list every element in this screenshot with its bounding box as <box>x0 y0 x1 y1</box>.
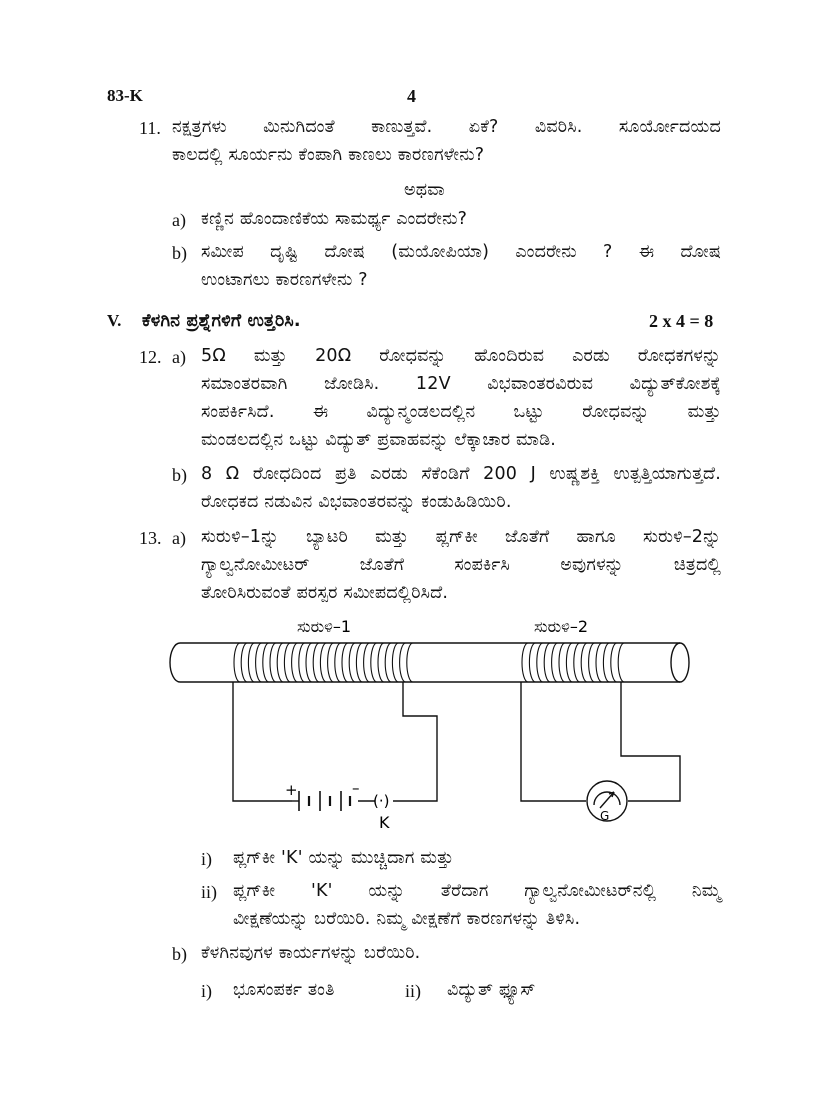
primary-circuit-wires <box>233 682 437 801</box>
q13b-label: b) <box>172 944 187 964</box>
q12a-text-line-2: ಸಮಾಂತರವಾಗಿ ಜೋಡಿಸಿ. 12V ವಿಭವಾಂತರವಿರುವ ವಿದ್ಯುತ್‌ಕೋಶಕ್ಕೆ <box>201 374 721 394</box>
coil-turn <box>574 643 580 682</box>
q13a-ii-label: ii) <box>201 882 217 902</box>
coil-turn <box>522 643 528 682</box>
coil-turn <box>270 643 276 682</box>
coil-turn <box>364 643 370 682</box>
coil-turn <box>277 643 283 682</box>
q13b-ii-text: ವಿದ್ಯುತ್ ಫ್ಯೂಸ್ <box>447 980 536 1000</box>
section-title: ಕೆಳಗಿನ ಪ್ರಶ್ನೆಗಳಿಗೆ ಉತ್ತರಿಸಿ. <box>142 311 301 331</box>
coil-turn <box>552 643 558 682</box>
battery-symbol <box>292 791 350 811</box>
q12b-text-line-2: ರೋಧಕದ ನಡುವಿನ ವಿಭವಾಂತರವನ್ನು ಕಂಡುಹಿಡಿಯಿರಿ. <box>201 492 512 512</box>
coil-turn <box>581 643 587 682</box>
q12a-text-line-1: 5Ω ಮತ್ತು 20Ω ರೋಧವನ್ನು ಹೊಂದಿರುವ ಎರಡು ರೋಧಕಗಳನ್ನು <box>201 346 721 366</box>
q12a-text-line-4: ಮಂಡಲದಲ್ಲಿನ ಒಟ್ಟು ವಿದ್ಯುತ್ ಪ್ರವಾಹವನ್ನು ಲೆಕ್ಕಾಚಾರ ಮಾಡಿ. <box>201 430 557 450</box>
coil-turn <box>335 643 341 682</box>
q11b-text-line-1: ಸಮೀಪ ದೃಷ್ಟಿ ದೋಷ (ಮಯೋಪಿಯಾ) ಎಂದರೇನು ? ಈ ದೋಷ <box>201 242 721 262</box>
coil-turn <box>618 643 624 682</box>
q11b-label: b) <box>172 243 187 263</box>
q11b-text-line-2: ಉಂಟಾಗಲು ಕಾರಣಗಳೇನು ? <box>201 270 368 290</box>
coil-turn <box>537 643 543 682</box>
q13a-text-line-1: ಸುರುಳಿ–1ನ್ನು ಬ್ಯಾಟರಿ ಮತ್ತು ಪ್ಲಗ್‌ಕೀ ಜೊತೆಗೆ ಹಾಗೂ ಸುರುಳಿ–2ನ್ನು <box>201 527 721 547</box>
coil-turn <box>371 643 377 682</box>
plug-key-symbol: (·) <box>373 792 390 810</box>
q13a-ii-text-line-1: ಪ್ಲಗ್‌ಕೀ 'K' ಯನ್ನು ತೆರೆದಾಗ ಗ್ಯಾಲ್ವನೋಮೀಟರ್‌ನಲ್ಲಿ ನಿಮ್ಮ <box>233 881 721 901</box>
question-number-11: 11. <box>139 118 161 138</box>
q11a-text: ಕಣ್ಣಿನ ಹೊಂದಾಣಿಕೆಯ ಸಾಮರ್ಥ್ಯ ಎಂದರೇನು? <box>201 209 468 229</box>
coil-turn <box>320 643 326 682</box>
coil-turn <box>603 643 609 682</box>
paper-code: 83-K <box>107 86 143 105</box>
q11-text-line-2: ಕಾಲದಲ್ಲಿ ಸೂರ್ಯನು ಕೆಂಪಾಗಿ ಕಾಣಲು ಕಾರಣಗಳೇನು? <box>172 145 485 165</box>
coil-turn <box>407 643 413 682</box>
q13a-text-line-2: ಗ್ಯಾಲ್ವನೋಮೀಟರ್ ಜೊತೆಗೆ ಸಂಪರ್ಕಿಸಿ ಅವುಗಳನ್ನು ಚಿತ್ರದಲ್ಲಿ <box>201 555 721 575</box>
coil-turn <box>241 643 247 682</box>
coil-turn <box>559 643 565 682</box>
question-number-13: 13. <box>139 528 162 548</box>
q13b-i-text: ಭೂಸಂಪರ್ಕ ತಂತಿ <box>233 980 335 1000</box>
coil-turn <box>284 643 290 682</box>
page-number: 4 <box>407 86 416 106</box>
coil-turn <box>392 643 398 682</box>
coil-turn <box>292 643 298 682</box>
q12b-text-line-1: 8 Ω ರೋಧದಿಂದ ಪ್ರತಿ ಎರಡು ಸೆಕೆಂಡಿಗೆ 200 J ಉಷ್ಣಶಕ್ತಿ ಉತ್ಪತ್ತಿಯಾಗುತ್ತದೆ. <box>201 464 721 484</box>
coil-turn <box>342 643 348 682</box>
coil-2-windings <box>522 643 624 682</box>
galvanometer-label: G <box>600 809 610 823</box>
coil-1-label: ಸುರುಳಿ–1 <box>297 617 352 636</box>
q12b-label: b) <box>172 465 187 485</box>
coil-turn <box>566 643 572 682</box>
secondary-circuit-wires <box>521 682 680 801</box>
coil-turn <box>611 643 617 682</box>
coil-turn <box>349 643 355 682</box>
q13b-text: ಕೆಳಗಿನವುಗಳ ಕಾರ್ಯಗಳನ್ನು ಬರೆಯಿರಿ. <box>201 943 421 963</box>
coil-turn <box>385 643 391 682</box>
coil-turn <box>299 643 305 682</box>
coil-turn <box>248 643 254 682</box>
coil-1-windings <box>234 643 413 682</box>
coil-turn <box>328 643 334 682</box>
section-marks: 2 x 4 = 8 <box>649 311 714 331</box>
q13a-i-text: ಪ್ಲಗ್‌ಕೀ 'K' ಯನ್ನು ಮುಚ್ಚಿದಾಗ ಮತ್ತು <box>233 848 454 868</box>
question-number-12: 12. <box>139 347 162 367</box>
coil-turn <box>589 643 595 682</box>
q12a-label: a) <box>172 347 186 367</box>
coil-2-label: ಸುರುಳಿ–2 <box>534 617 589 636</box>
coil-turn <box>400 643 406 682</box>
coil-turn <box>256 643 262 682</box>
coil-turn <box>544 643 550 682</box>
coil-turn <box>263 643 269 682</box>
q13a-ii-text-line-2: ವೀಕ್ಷಣೆಯನ್ನು ಬರೆಯಿರಿ. ನಿಮ್ಮ ವೀಕ್ಷಣೆಗೆ ಕಾರಣಗಳನ್ನು ತಿಳಿಸಿ. <box>233 909 581 929</box>
coil-turn <box>306 643 312 682</box>
battery-minus-sign: – <box>352 779 360 797</box>
section-label: V. <box>107 311 122 330</box>
coil-turn <box>378 643 384 682</box>
plug-key-label: K <box>379 813 390 832</box>
battery-plus-sign: + <box>285 781 298 799</box>
q11-text-line-1: ನಕ್ಷತ್ರಗಳು ಮಿನುಗಿದಂತೆ ಕಾಣುತ್ತವೆ. ಏಕೆ? ವಿವರಿಸಿ. ಸೂರ್ಯೋದಯದ <box>172 117 721 137</box>
q13a-i-label: i) <box>201 849 212 869</box>
coil-turn <box>313 643 319 682</box>
q13b-ii-label: ii) <box>405 981 421 1001</box>
or-separator: ಅಥವಾ <box>404 180 445 200</box>
coil-turn <box>234 643 240 682</box>
q13b-i-label: i) <box>201 981 212 1001</box>
q11a-label: a) <box>172 210 186 230</box>
q13a-label: a) <box>172 528 186 548</box>
coil-turn <box>356 643 362 682</box>
q13a-text-line-3: ತೋರಿಸಿರುವಂತೆ ಪರಸ್ಪರ ಸಮೀಪದಲ್ಲಿರಿಸಿದೆ. <box>201 583 449 603</box>
q12a-text-line-3: ಸಂಪರ್ಕಿಸಿದೆ. ಈ ವಿದ್ಯುನ್ಮಂಡಲದಲ್ಲಿನ ಒಟ್ಟು ರೋಧವನ್ನು ಮತ್ತು <box>201 402 721 422</box>
coil-turn <box>529 643 535 682</box>
coil-turn <box>596 643 602 682</box>
